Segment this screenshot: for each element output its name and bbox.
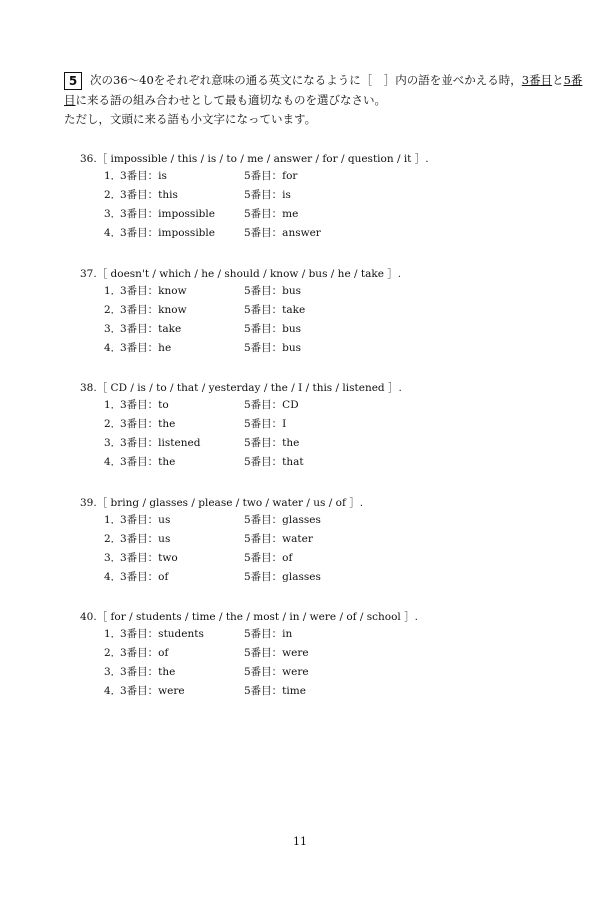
option-fifth-word: 5番目：water [244,533,313,545]
instruction-line-2 [64,91,564,111]
option-third-word: 3番目：this [120,189,178,201]
question-stem: 39.［ bring / glasses / please / two / water / us / of ］. [80,497,364,509]
instruction-line-1 [90,71,583,91]
option-third-word: 3番目：listened [120,437,201,449]
option-number: 1． [104,170,122,182]
option-fifth-word: 5番目：I [244,418,287,430]
option-1 [80,396,560,415]
option-fifth-word: 5番目：bus [244,285,302,297]
option-number: 1． [104,399,122,411]
option-third-word: 3番目：is [120,170,167,182]
option-fifth-word: 5番目：bus [244,323,302,335]
option-fifth-word: 5番目：CD [244,399,299,411]
option-fifth-word: 5番目：the [244,437,300,449]
option-4 [80,568,560,587]
option-fifth-word: 5番目：take [244,304,306,316]
option-fifth-word: 5番目：time [244,685,306,697]
option-fifth-word: 5番目：me [244,208,299,220]
option-2 [80,530,560,549]
question-stem: 38.［ CD / is / to / that / yesterday / the / I / this / listened ］. [80,382,402,394]
option-third-word: 3番目：two [120,552,178,564]
option-fifth-word: 5番目：bus [244,342,302,354]
option-1 [80,625,560,644]
underline-fifth-cont: 目 [64,92,76,107]
option-4 [80,682,560,701]
instruction-line-3: ただし，文頭に来る語も小文字になっています。 [64,112,317,126]
option-1 [80,167,560,186]
question-39 [80,495,560,587]
option-fifth-word: 5番目：that [244,456,304,468]
option-number: 4． [104,342,122,354]
question-stem: 37.［ doesn't / which / he / should / know / bus / he / take ］. [80,268,402,280]
option-third-word: 3番目：of [120,647,169,659]
option-2 [80,301,560,320]
option-fifth-word: 5番目：of [244,552,293,564]
option-fifth-word: 5番目：is [244,189,291,201]
option-third-word: 3番目：know [120,304,187,316]
question-38 [80,380,560,472]
question-37 [80,266,560,358]
option-2 [80,186,560,205]
option-fifth-word: 5番目：for [244,170,298,182]
option-4 [80,224,560,243]
option-fifth-word: 5番目：were [244,666,309,678]
option-number: 2． [104,304,122,316]
option-number: 3． [104,666,122,678]
option-number: 4． [104,227,122,239]
option-number: 3． [104,437,122,449]
option-third-word: 3番目：of [120,571,169,583]
question-stem: 36.［ impossible / this / is / to / me / answer / for / question / it ］. [80,153,429,165]
option-3 [80,320,560,339]
option-number: 1． [104,514,122,526]
option-3 [80,663,560,682]
option-third-word: 3番目：the [120,456,176,468]
option-number: 2． [104,189,122,201]
option-third-word: 3番目：impossible [120,208,215,220]
page-number: 11 [293,835,307,848]
option-fifth-word: 5番目：in [244,628,293,640]
option-4 [80,339,560,358]
option-2 [80,644,560,663]
underline-third: 3番目 [521,73,553,87]
option-number: 3． [104,208,122,220]
section-header [64,71,583,130]
option-third-word: 3番目：students [120,628,204,640]
option-third-word: 3番目：to [120,399,169,411]
option-third-word: 3番目：take [120,323,182,335]
option-number: 4． [104,685,122,697]
option-third-word: 3番目：the [120,418,176,430]
underline-fifth: 5番 [563,73,583,87]
option-3 [80,434,560,453]
option-number: 2． [104,418,122,430]
section-instructions [64,71,583,130]
option-fifth-word: 5番目：answer [244,227,321,239]
question-40 [80,609,560,701]
option-number: 3． [104,323,122,335]
option-third-word: 3番目：us [120,533,171,545]
option-2 [80,415,560,434]
instruction-text-2: に来る語の組み合わせとして最も適切なものを選びなさい。 [75,92,386,107]
option-fifth-word: 5番目：were [244,647,309,659]
option-third-word: 3番目：were [120,685,185,697]
option-number: 2． [104,647,122,659]
option-third-word: 3番目：the [120,666,176,678]
option-1 [80,282,560,301]
option-third-word: 3番目：he [120,342,172,354]
option-number: 4． [104,571,122,583]
option-4 [80,453,560,472]
option-1 [80,511,560,530]
section-number-box: 5 [64,72,82,90]
question-stem: 40.［ for / students / time / the / most / in / were / of / school ］. [80,611,418,623]
option-3 [80,205,560,224]
option-third-word: 3番目：us [120,514,171,526]
option-third-word: 3番目：impossible [120,227,215,239]
option-fifth-word: 5番目：glasses [244,571,321,583]
option-fifth-word: 5番目：glasses [244,514,321,526]
option-third-word: 3番目：know [120,285,187,297]
option-number: 4． [104,456,122,468]
option-3 [80,549,560,568]
option-number: 1． [104,628,122,640]
option-number: 1． [104,285,122,297]
instruction-connector: と [552,73,564,87]
instruction-text: 次の36～40をそれぞれ意味の通る英文になるように［ ］内の語を並べかえる時， [90,73,522,87]
option-number: 3． [104,552,122,564]
question-36 [80,151,560,243]
option-number: 2． [104,533,122,545]
